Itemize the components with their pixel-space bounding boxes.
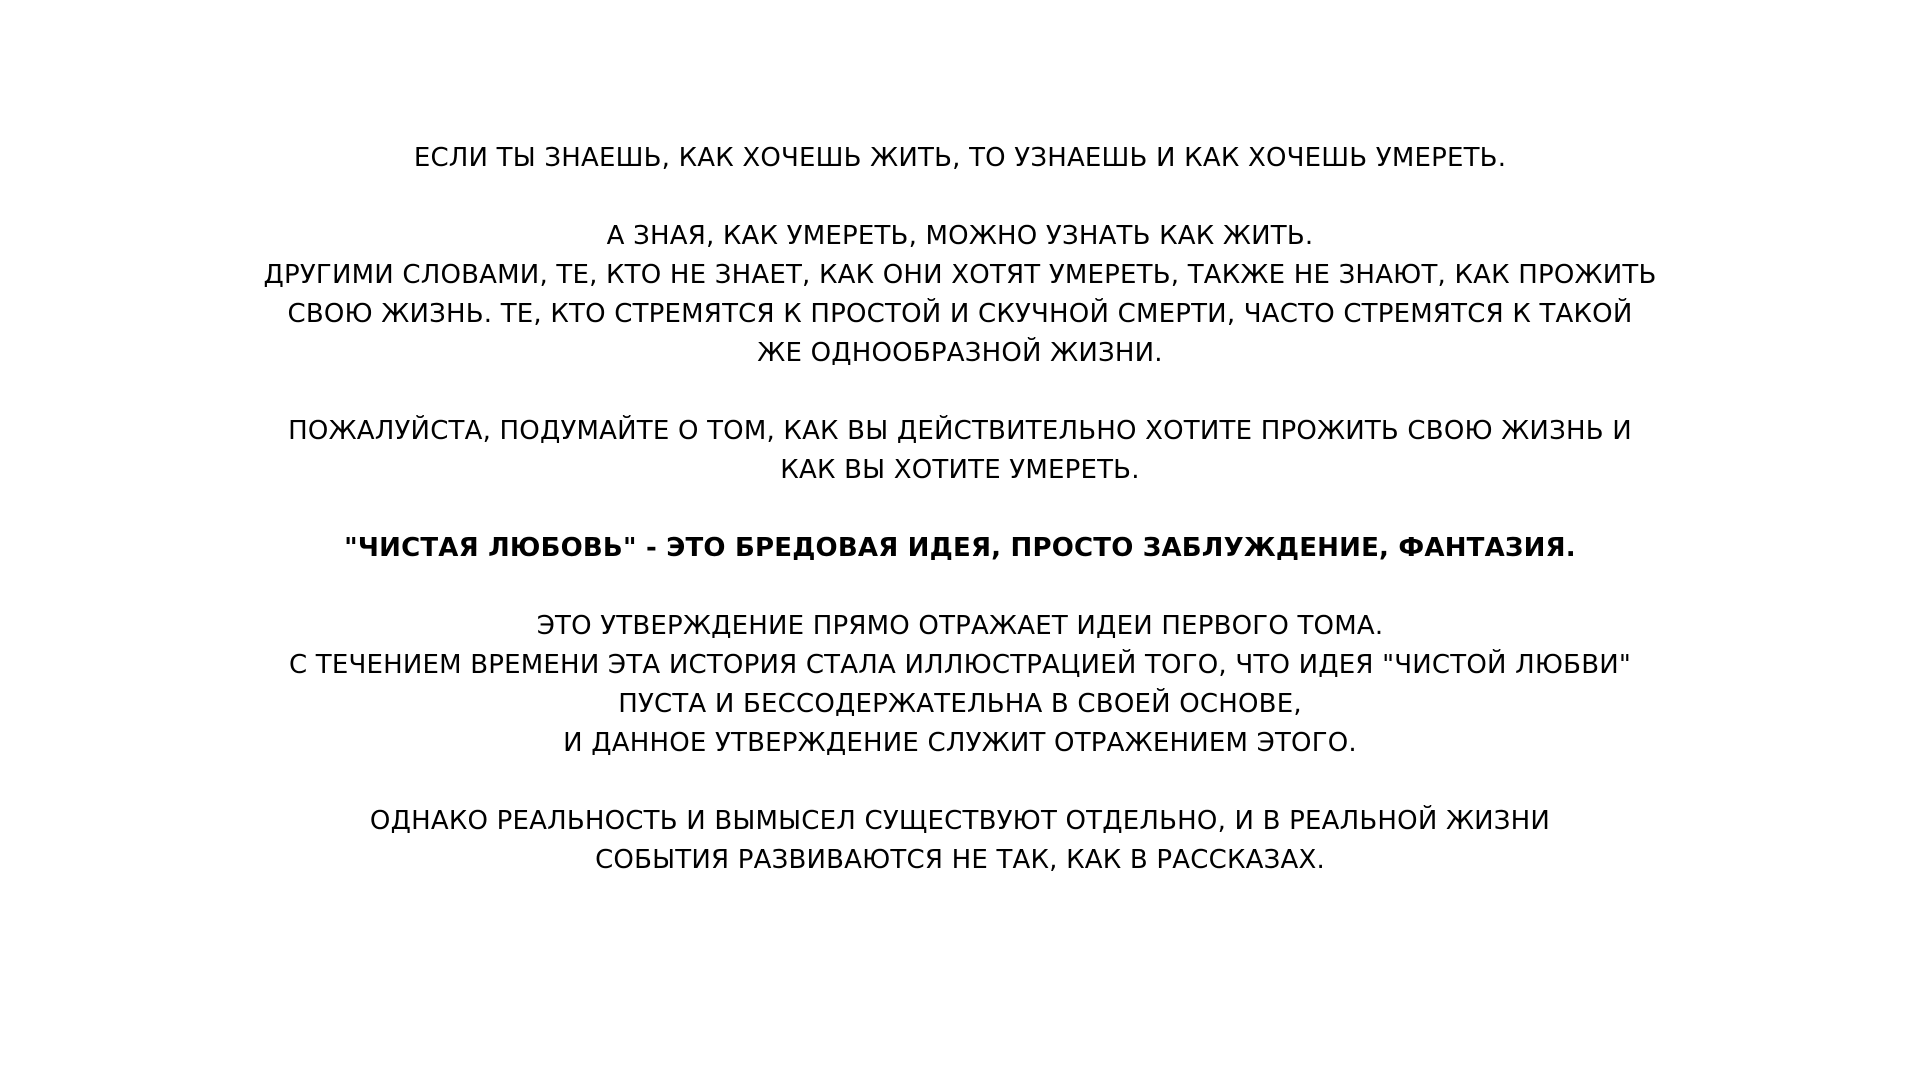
text-line: ДРУГИМИ СЛОВАМИ, ТЕ, КТО НЕ ЗНАЕТ, КАК ОНИ ХОТЯТ УМЕРЕТЬ, ТАКЖЕ НЕ ЗНАЮТ, КАК ПРОЖИТЬ [263, 260, 1657, 290]
text-line: ЕСЛИ ТЫ ЗНАЕШЬ, КАК ХОЧЕШЬ ЖИТЬ, ТО УЗНАЕШЬ И КАК ХОЧЕШЬ УМЕРЕТЬ. [413, 143, 1507, 173]
text-line: ОДНАКО РЕАЛЬНОСТЬ И ВЫМЫСЕЛ СУЩЕСТВУЮТ ОТДЕЛЬНО, И В РЕАЛЬНОЙ ЖИЗНИ [369, 806, 1551, 836]
paragraph-1 [0, 139, 1920, 178]
text-line: СВОЮ ЖИЗНЬ. ТЕ, КТО СТРЕМЯТСЯ К ПРОСТОЙ И СКУЧНОЙ СМЕРТИ, ЧАСТО СТРЕМЯТСЯ К ТАКОЙ [287, 299, 1633, 329]
text-line: ЖЕ ОДНООБРАЗНОЙ ЖИЗНИ. [757, 338, 1163, 368]
text-line: СОБЫТИЯ РАЗВИВАЮТСЯ НЕ ТАК, КАК В РАССКАЗАХ. [595, 845, 1325, 875]
text-line: ПУСТА И БЕССОДЕРЖАТЕЛЬНА В СВОЕЙ ОСНОВЕ, [618, 689, 1302, 719]
paragraph-5 [0, 607, 1920, 763]
text-line: И ДАННОЕ УТВЕРЖДЕНИЕ СЛУЖИТ ОТРАЖЕНИЕМ ЭТОГО. [563, 728, 1357, 758]
text-line: С ТЕЧЕНИЕМ ВРЕМЕНИ ЭТА ИСТОРИЯ СТАЛА ИЛЛЮСТРАЦИЕЙ ТОГО, ЧТО ИДЕЯ "ЧИСТОЙ ЛЮБВИ" [288, 650, 1632, 680]
paragraph-3 [0, 412, 1920, 490]
text-line: ЭТО УТВЕРЖДЕНИЕ ПРЯМО ОТРАЖАЕТ ИДЕИ ПЕРВОГО ТОМА. [536, 611, 1384, 641]
text-block [0, 139, 1920, 880]
paragraph-6 [0, 802, 1920, 880]
text-line: ПОЖАЛУЙСТА, ПОДУМАЙТЕ О ТОМ, КАК ВЫ ДЕЙСТВИТЕЛЬНО ХОТИТЕ ПРОЖИТЬ СВОЮ ЖИЗНЬ И [288, 416, 1632, 446]
paragraph-2 [0, 217, 1920, 373]
paragraph-4-emphasis [0, 529, 1920, 568]
text-line: "ЧИСТАЯ ЛЮБОВЬ" - ЭТО БРЕДОВАЯ ИДЕЯ, ПРОСТО ЗАБЛУЖДЕНИЕ, ФАНТАЗИЯ. [344, 533, 1576, 563]
text-line: КАК ВЫ ХОТИТЕ УМЕРЕТЬ. [780, 455, 1140, 485]
text-line: А ЗНАЯ, КАК УМЕРЕТЬ, МОЖНО УЗНАТЬ КАК ЖИТЬ. [606, 221, 1314, 251]
